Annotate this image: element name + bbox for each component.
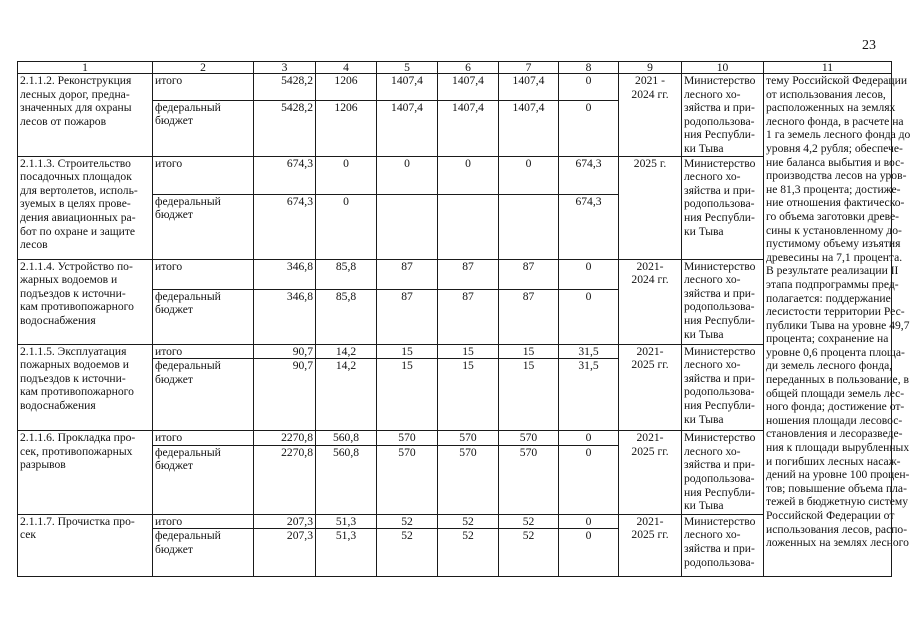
text-line: лесного хо- <box>684 358 741 372</box>
text-line: итого <box>155 156 183 170</box>
value-cell-8: 0 <box>559 431 619 446</box>
text-line: 2021- <box>636 514 664 528</box>
value-cell-5: 87 <box>377 289 438 344</box>
funding-source-cell <box>153 194 254 259</box>
text-line: пустимому объему изъятия <box>766 237 901 251</box>
program-table <box>17 61 910 577</box>
value-cell-5: 1407,4 <box>377 100 438 156</box>
text-line: зуемых в целях прове- <box>20 197 131 211</box>
text-line: 2.1.1.5. Эксплуатация <box>20 344 127 358</box>
text-line: ного фонда; достижение от- <box>766 400 905 414</box>
value-cell-7: 570 <box>499 445 559 514</box>
value-cell-3: 90,7 <box>254 359 316 431</box>
value-cell-4: 560,8 <box>316 431 377 446</box>
value-cell-7: 15 <box>499 344 559 359</box>
activity-name-cell <box>18 431 153 515</box>
text-line: лесистости территории Рес- <box>766 305 905 319</box>
table-row <box>18 74 892 101</box>
text-line: тов; повышение объема пла- <box>766 481 907 495</box>
text-line: не 81,3 процента; достиже- <box>766 182 901 196</box>
text-line: и погибших лесных насаж- <box>766 454 901 468</box>
text-line: Министерство <box>684 156 756 170</box>
text-line: зяйства и при- <box>684 371 755 385</box>
text-line: бюджет <box>155 372 193 386</box>
text-line: Министерство <box>684 259 756 273</box>
expected-results-cell <box>764 74 910 577</box>
value-cell-5: 1407,4 <box>377 74 438 101</box>
value-cell-8: 0 <box>559 289 619 344</box>
text-line: подъездов к источни- <box>20 286 126 300</box>
value-cell-3: 90,7 <box>254 344 316 359</box>
funding-source-cell <box>153 289 254 344</box>
value-cell-4: 51,3 <box>316 529 377 577</box>
text-line: ние отношения фактическо- <box>766 196 905 210</box>
funding-source-cell <box>153 156 254 194</box>
text-line: бюджет <box>155 542 193 556</box>
text-line: лесов от пожаров <box>20 114 107 128</box>
text-line: го объема заготовки древе- <box>766 209 900 223</box>
text-line: уровне 0,6 процента площа- <box>766 345 905 359</box>
text-line: тежей в бюджетную систему <box>766 495 909 509</box>
header-cell-1: 1 <box>18 62 153 74</box>
period-cell <box>619 344 682 431</box>
text-line: сины к установленному до- <box>766 223 902 237</box>
text-line: родопользова- <box>684 555 755 569</box>
text-line: древесины на 7,1 процента. <box>766 250 903 264</box>
value-cell-3: 674,3 <box>254 156 316 194</box>
text-line: лесного фонда, в расчете на <box>766 114 904 128</box>
value-cell-5: 570 <box>377 431 438 446</box>
text-line: родопользова- <box>684 114 755 128</box>
text-line: зяйства и при- <box>684 101 755 115</box>
period-cell <box>619 74 682 157</box>
value-cell-8: 674,3 <box>559 194 619 259</box>
text-line: ки Тыва <box>684 327 724 341</box>
activity-name-cell <box>18 156 153 259</box>
text-line: 2021 - <box>635 74 665 87</box>
text-line: расположенных на землях <box>766 101 896 115</box>
value-cell-6: 570 <box>438 445 499 514</box>
text-line: использования лесов, распо- <box>766 522 908 536</box>
value-cell-7: 570 <box>499 431 559 446</box>
value-cell-3: 5428,2 <box>254 100 316 156</box>
value-cell-4: 0 <box>316 156 377 194</box>
funding-source-cell <box>153 359 254 431</box>
text-line: ния Республи- <box>684 210 755 224</box>
value-cell-7: 0 <box>499 156 559 194</box>
text-line: жарных водоемов и <box>20 273 118 287</box>
value-cell-5: 570 <box>377 445 438 514</box>
value-cell-6: 15 <box>438 344 499 359</box>
funding-source-cell <box>153 344 254 359</box>
table-row <box>18 259 892 289</box>
value-cell-4: 0 <box>316 194 377 259</box>
text-line: 2021- <box>636 431 664 445</box>
text-line: Российской Федерации от <box>766 509 895 522</box>
text-line: бюджет <box>155 114 193 128</box>
table-row <box>18 431 892 446</box>
text-line: 2025 гг. <box>631 358 669 372</box>
value-cell-3: 207,3 <box>254 514 316 529</box>
value-cell-8: 31,5 <box>559 359 619 431</box>
activity-name-cell <box>18 514 153 577</box>
text-line: сек <box>20 528 37 542</box>
text-line: лесного хо- <box>684 273 741 287</box>
text-line: родопользова- <box>684 471 755 485</box>
text-line: Министерство <box>684 344 756 358</box>
header-cell-5: 5 <box>377 62 438 74</box>
text-line: бюджет <box>155 459 193 473</box>
text-line: ди земель лесного фонда, <box>766 359 893 373</box>
text-line: бот по охране и защите <box>20 224 136 238</box>
text-line: подъездов к источни- <box>20 371 126 385</box>
page-number: 23 <box>862 38 876 53</box>
value-cell-4: 1206 <box>316 74 377 101</box>
text-line: итого <box>155 431 183 445</box>
text-line: федеральный <box>155 100 221 114</box>
table-row <box>18 156 892 194</box>
text-line: процента; сохранение на <box>766 332 889 346</box>
text-line: лесного хо- <box>684 528 741 542</box>
text-line: водоснабжения <box>20 398 96 412</box>
text-line: лесного хо- <box>684 170 741 184</box>
value-cell-3: 207,3 <box>254 529 316 577</box>
header-cell-2: 2 <box>153 62 254 74</box>
text-line: 2025 гг. <box>631 444 669 458</box>
funding-source-cell <box>153 445 254 514</box>
text-line: итого <box>155 344 183 358</box>
value-cell-5: 15 <box>377 344 438 359</box>
funding-source-cell <box>153 100 254 156</box>
text-line: бюджет <box>155 208 193 222</box>
text-line: лесных дорог, предна- <box>20 87 130 101</box>
text-line: Министерство <box>684 431 756 445</box>
funding-source-cell <box>153 74 254 101</box>
value-cell-6: 52 <box>438 514 499 529</box>
value-cell-5: 0 <box>377 156 438 194</box>
text-line: Министерство <box>684 74 756 87</box>
text-line: для вертолетов, исполь- <box>20 183 138 197</box>
value-cell-4: 85,8 <box>316 289 377 344</box>
text-line: ния Республи- <box>684 128 755 142</box>
value-cell-8: 0 <box>559 74 619 101</box>
value-cell-3: 346,8 <box>254 289 316 344</box>
text-line: ложенных на землях лесного <box>766 536 909 550</box>
text-line: 2025 гг. <box>631 528 669 542</box>
funding-source-cell <box>153 529 254 577</box>
text-line: родопользова- <box>684 385 755 399</box>
text-line: значенных для охраны <box>20 101 132 115</box>
period-cell <box>619 514 682 577</box>
value-cell-8: 31,5 <box>559 344 619 359</box>
text-line: лесного хо- <box>684 444 741 458</box>
text-line: этапа подпрограммы пред- <box>766 277 899 291</box>
header-cell-3: 3 <box>254 62 316 74</box>
executor-cell <box>682 344 764 431</box>
value-cell-5: 52 <box>377 529 438 577</box>
value-cell-8: 674,3 <box>559 156 619 194</box>
table-row <box>18 344 892 359</box>
value-cell-3: 346,8 <box>254 259 316 289</box>
text-line: ки Тыва <box>684 141 724 155</box>
text-line: ние баланса выбытия и вос- <box>766 155 905 169</box>
value-cell-4: 1206 <box>316 100 377 156</box>
value-cell-6: 570 <box>438 431 499 446</box>
text-line: ки Тыва <box>684 412 724 426</box>
period-cell <box>619 259 682 344</box>
value-cell-7: 1407,4 <box>499 74 559 101</box>
value-cell-4: 14,2 <box>316 344 377 359</box>
value-cell-7: 87 <box>499 289 559 344</box>
value-cell-4: 51,3 <box>316 514 377 529</box>
value-cell-4: 85,8 <box>316 259 377 289</box>
executor-cell <box>682 431 764 515</box>
text-line: 2024 гг. <box>631 87 669 101</box>
value-cell-8: 0 <box>559 259 619 289</box>
text-line: уровня 4,2 рубля; обеспече- <box>766 141 903 155</box>
executor-cell <box>682 514 764 577</box>
text-line: посадочных площадок <box>20 170 132 184</box>
text-line: кам противопожарного <box>20 300 134 314</box>
text-line: зяйства и при- <box>684 541 755 555</box>
text-line: ния Республи- <box>684 313 755 327</box>
activity-name-cell <box>18 259 153 344</box>
header-row <box>18 62 892 74</box>
text-line: федеральный <box>155 529 221 543</box>
value-cell-5: 87 <box>377 259 438 289</box>
header-cell-7: 7 <box>499 62 559 74</box>
text-line: 2.1.1.4. Устройство по- <box>20 259 133 273</box>
text-line: родопользова- <box>684 197 755 211</box>
text-line: сек, противопожарных <box>20 444 133 458</box>
value-cell-5: 15 <box>377 359 438 431</box>
funding-source-cell <box>153 431 254 446</box>
value-cell-7: 1407,4 <box>499 100 559 156</box>
text-line: 2024 гг. <box>631 273 669 287</box>
value-cell-6: 1407,4 <box>438 100 499 156</box>
executor-cell <box>682 74 764 157</box>
executor-cell <box>682 259 764 344</box>
text-line: тему Российской Федерации <box>766 74 908 87</box>
value-cell-6 <box>438 194 499 259</box>
text-line: 2.1.1.7. Прочистка про- <box>20 514 135 528</box>
text-line: бюджет <box>155 303 193 317</box>
value-cell-6: 87 <box>438 259 499 289</box>
table-row <box>18 514 892 529</box>
text-line: полагается: поддержание <box>766 291 891 305</box>
value-cell-8: 0 <box>559 100 619 156</box>
text-line: разрывов <box>20 458 66 472</box>
text-line: 1 га земель лесного фонда до <box>766 128 910 142</box>
text-line: 2.1.1.6. Прокладка про- <box>20 431 136 445</box>
text-line: публики Тыва на уровне 49,7 <box>766 318 910 332</box>
value-cell-8: 0 <box>559 529 619 577</box>
header-cell-9: 9 <box>619 62 682 74</box>
text-line: В результате реализации II <box>766 264 899 278</box>
text-line: федеральный <box>155 289 221 303</box>
value-cell-6: 0 <box>438 156 499 194</box>
text-line: 2025 г. <box>633 156 667 170</box>
text-line: зяйства и при- <box>684 458 755 472</box>
text-line: федеральный <box>155 359 221 373</box>
text-line: итого <box>155 74 183 87</box>
text-line: лесов <box>20 238 48 252</box>
value-cell-7: 52 <box>499 529 559 577</box>
activity-name-cell <box>18 344 153 431</box>
value-cell-4: 560,8 <box>316 445 377 514</box>
text-line: общей площади земель лес- <box>766 386 905 400</box>
value-cell-6: 15 <box>438 359 499 431</box>
executor-cell <box>682 156 764 259</box>
value-cell-7: 52 <box>499 514 559 529</box>
header-cell-8: 8 <box>559 62 619 74</box>
text-line: ки Тыва <box>684 224 724 238</box>
text-line: 2021- <box>636 259 664 273</box>
value-cell-3: 674,3 <box>254 194 316 259</box>
text-line: родопользова- <box>684 300 755 314</box>
activity-name-cell <box>18 74 153 157</box>
text-line: от использования лесов, <box>766 87 886 101</box>
text-line: Министерство <box>684 514 756 528</box>
value-cell-3: 2270,8 <box>254 431 316 446</box>
text-line: ния к площади вырубленных <box>766 441 910 455</box>
text-line: водоснабжения <box>20 313 96 327</box>
text-line: ния Республи- <box>684 398 755 412</box>
text-line: ношения площади лесовос- <box>766 413 903 427</box>
text-line: 2.1.1.2. Реконструкция <box>20 74 132 87</box>
header-cell-6: 6 <box>438 62 499 74</box>
text-line: федеральный <box>155 445 221 459</box>
text-line: зяйства и при- <box>684 286 755 300</box>
value-cell-6: 1407,4 <box>438 74 499 101</box>
value-cell-8: 0 <box>559 514 619 529</box>
text-line: зяйства и при- <box>684 183 755 197</box>
text-line: кам противопожарного <box>20 385 134 399</box>
value-cell-3: 2270,8 <box>254 445 316 514</box>
text-line: 2021- <box>636 344 664 358</box>
funding-source-cell <box>153 514 254 529</box>
text-line: пожарных водоемов и <box>20 358 129 372</box>
header-cell-10: 10 <box>682 62 764 74</box>
period-cell <box>619 156 682 259</box>
text-line: итого <box>155 514 183 528</box>
value-cell-3: 5428,2 <box>254 74 316 101</box>
header-cell-11: 11 <box>764 62 892 74</box>
value-cell-5: 52 <box>377 514 438 529</box>
value-cell-4: 14,2 <box>316 359 377 431</box>
funding-source-cell <box>153 259 254 289</box>
text-line: дений на уровне 100 процен- <box>766 468 910 482</box>
value-cell-6: 87 <box>438 289 499 344</box>
text-line: федеральный <box>155 194 221 208</box>
text-line: становления и лесоразведе- <box>766 427 903 441</box>
header-cell-4: 4 <box>316 62 377 74</box>
value-cell-5 <box>377 194 438 259</box>
text-line: производства лесов на уров- <box>766 169 907 183</box>
value-cell-6: 52 <box>438 529 499 577</box>
text-line: ки Тыва <box>684 499 724 513</box>
text-line: лесного хо- <box>684 87 741 101</box>
period-cell <box>619 431 682 515</box>
text-line: дения авиационных ра- <box>20 210 136 224</box>
value-cell-8: 0 <box>559 445 619 514</box>
value-cell-7: 87 <box>499 259 559 289</box>
text-line: переданных в пользование, в <box>766 373 909 387</box>
text-line: 2.1.1.3. Строительство <box>20 156 131 170</box>
value-cell-7: 15 <box>499 359 559 431</box>
text-line: итого <box>155 259 183 273</box>
value-cell-7 <box>499 194 559 259</box>
text-line: ния Республи- <box>684 485 755 499</box>
